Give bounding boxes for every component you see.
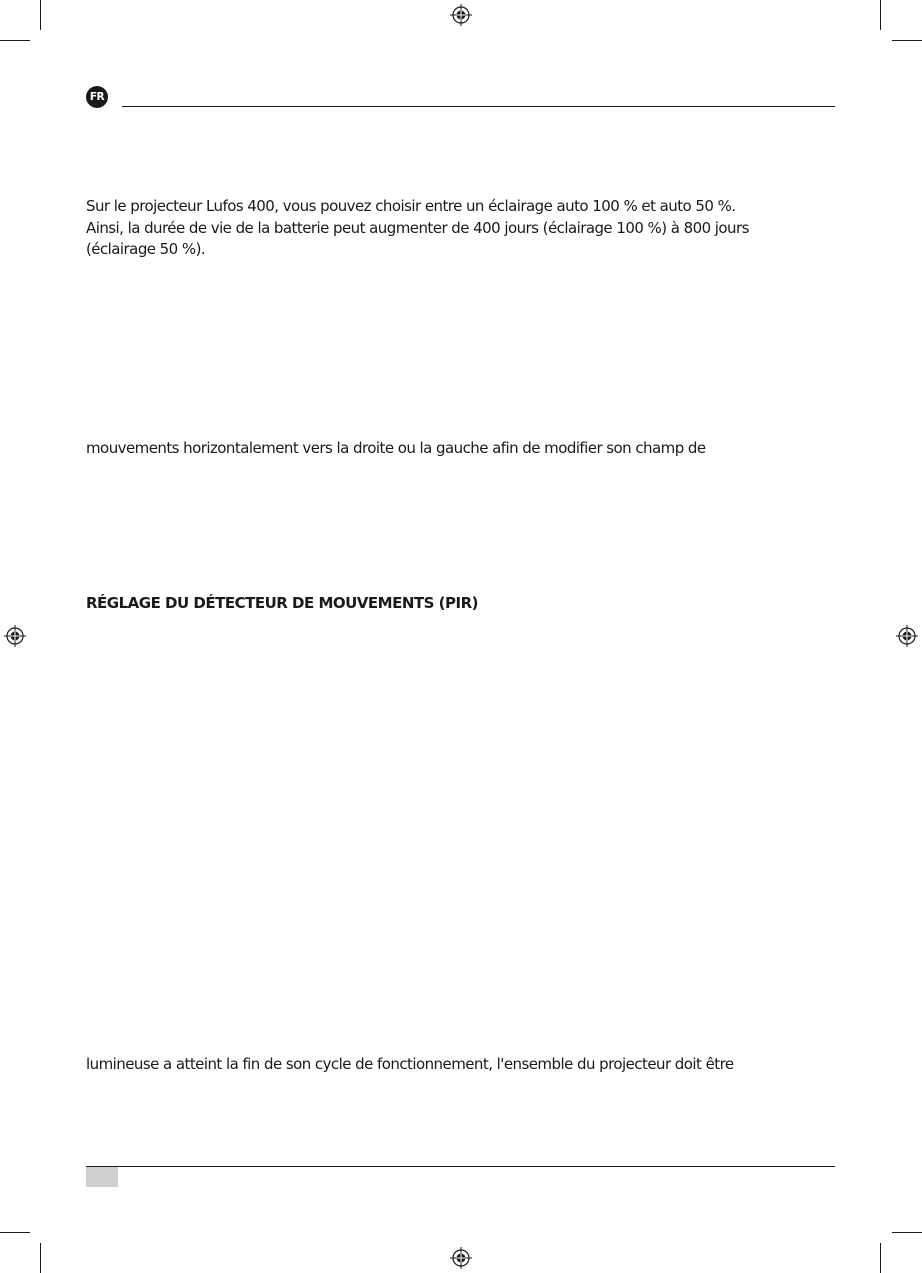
section-heading: RÉGLAGE DU DÉTECTEUR DE MOUVEMENTS (PIR) <box>86 594 478 612</box>
crop-mark-top-left-vertical <box>40 0 41 30</box>
crop-mark-top-left-horizontal <box>0 40 30 41</box>
language-badge: FR <box>86 86 108 108</box>
crop-mark-bottom-left-vertical <box>40 1243 41 1273</box>
intro-line: (éclairage 50 %). <box>86 240 206 258</box>
registration-mark-icon <box>450 4 472 26</box>
intro-paragraph <box>86 196 826 261</box>
intro-line: Sur le projecteur Lufos 400, vous pouvez choisir entre un éclairage auto 100 % et auto 50 %. <box>86 197 736 215</box>
crop-mark-bottom-right-vertical <box>880 1243 881 1273</box>
crop-mark-top-right-horizontal <box>892 40 922 41</box>
end-of-life-text-fragment: lumineuse a atteint la fin de son cycle de fonctionnement, l'ensemble du projecteur doit être <box>86 1055 734 1073</box>
crop-mark-top-right-vertical <box>880 0 881 30</box>
footer-rule <box>86 1166 835 1167</box>
page-number-box <box>86 1167 118 1187</box>
registration-mark-icon <box>896 625 918 647</box>
motion-text-fragment: mouvements horizontalement vers la droite ou la gauche afin de modifier son champ de <box>86 439 706 457</box>
crop-mark-bottom-left-horizontal <box>0 1232 30 1233</box>
crop-mark-bottom-right-horizontal <box>892 1232 922 1233</box>
intro-line: Ainsi, la durée de vie de la batterie peut augmenter de 400 jours (éclairage 100 %) à 800 jours <box>86 218 749 237</box>
header-rule <box>122 106 835 107</box>
registration-mark-icon <box>4 625 26 647</box>
registration-mark-icon <box>450 1247 472 1269</box>
